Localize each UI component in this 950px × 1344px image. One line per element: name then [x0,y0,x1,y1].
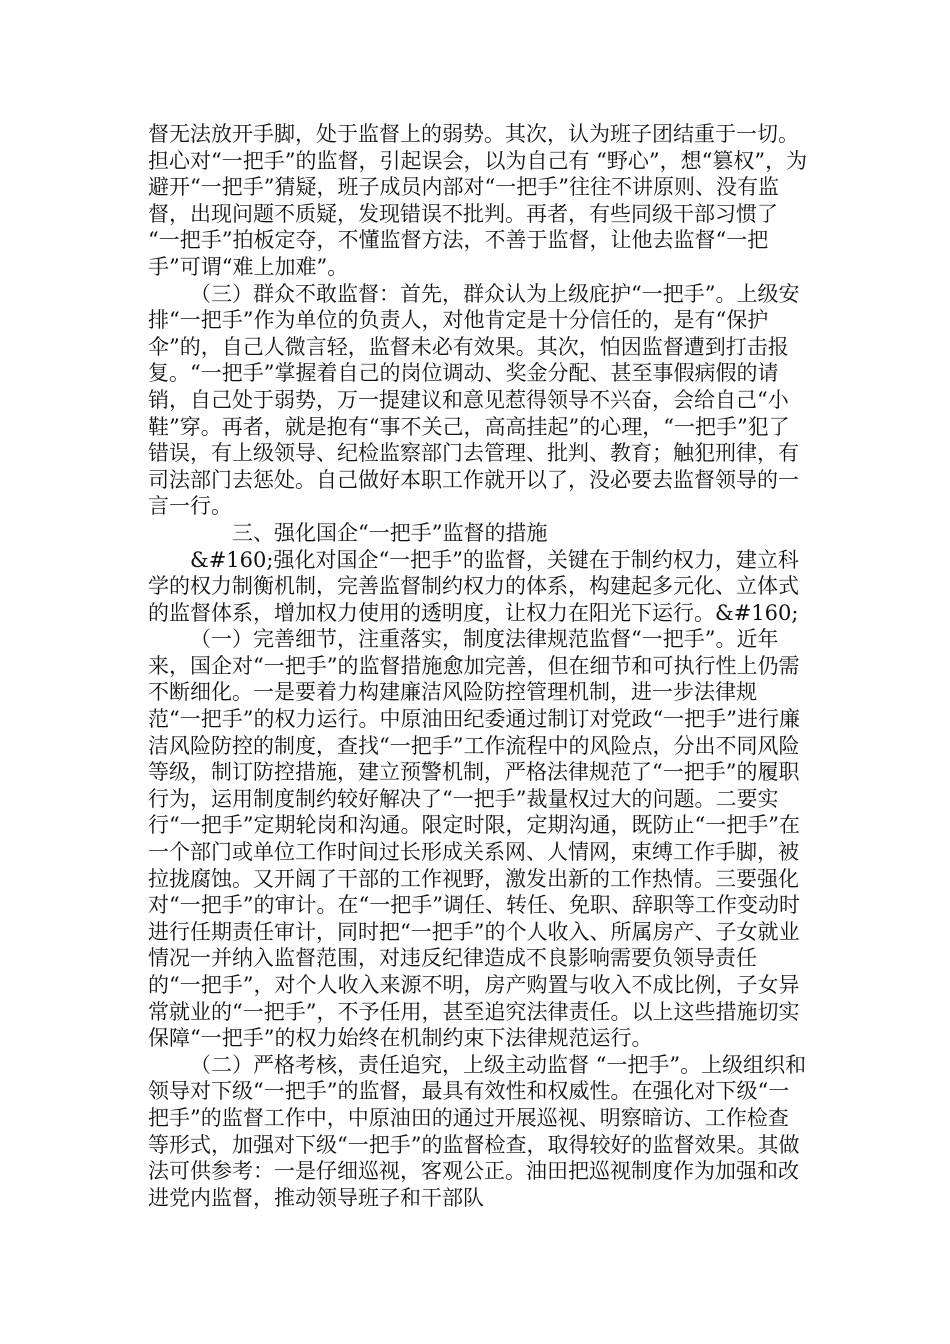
paragraph-masses-supervision: （三）群众不敢监督：首先，群众认为上级庇护“一把手”。上级安排“一把手”作为单位的负责人，对他肯定是十分信任的，是有“保护伞”的，自己人微言轻，监督未必有效果。其次，怕因监督遭到打击报复。“一把手”掌握着自己的岗位调动、奖金分配、甚至事假病假的请销，自己处于弱势，万一提建议和意见惹得领导不兴奋，会给自己“小鞋”穿。再者，就是抱有“事不关己，高高挂起”的心理，“一把手”犯了错误，有上级领导、纪检监察部门去管理、批判、教育；触犯刑律，有司法部门去惩处。自己做好本职工作就开以了，没必要去监督领导的一言一行。 [148,281,800,519]
document-page [148,121,808,1211]
paragraph-measure-two: （二）严格考核，责任追究，上级主动监督 “一把手”。上级组织和领导对下级“一把手”的监督，最具有效性和权威性。在强化对下级“一把手”的监督工作中，中原油田的通过开展巡视、明察暗访、工作检查等形式，加强对下级“一把手”的监督检查，取得较好的监督效果。其做法可供参考：一是仔细巡视，客观公正。油田把巡视制度作为加强和改进党内监督，推动领导班子和干部队 [148,1052,807,1210]
paragraph-measures-intro: &#160;强化对国企“一把手”的监督，关键在于制约权力，建立科学的权力制衡机制，完善监督制约权力的体系，构建起多元化、立体式的监督体系，增加权力使用的透明度，让权力在阳光下运行。&#160; [148,547,799,625]
paragraph-continuation: 督无法放开手脚，处于监督上的弱势。其次，认为班子团结重于一切。担心对“一把手”的监督，引起误会，以为自己有 “野心”，想“篡权”，为避开“一把手”猜疑，班子成员内部对“一把手”往往不讲原则、没有监督，出现问题不质疑，发现错误不批判。再者，有些同级干部习惯了 “一把手”拍板定夺，不懂监督方法，不善于监督，让他去监督“一把手”可谓“难上加难”。 [148,122,808,279]
section-heading-measures: 三、强化国企“一把手”监督的措施 [232,520,548,545]
paragraph-measure-one: （一）完善细节，注重落实，制度法律规范监督“一把手”。近年来，国企对“一把手”的监督措施愈加完善，但在细节和可执行性上仍需不断细化。一是要着力构建廉洁风险防控管理机制，进一步法律规范“一把手”的权力运行。中原油田纪委通过制订对党政“一把手”进行廉洁风险防控的制度，查找“一把手”工作流程中的风险点，分出不同风险等级，制订防控措施，建立预警机制，严格法律规范了“一把手”的履职行为，运用制度制约较好解决了“一把手”裁量权过大的问题。二要实行“一把手”定期轮岗和沟通。限定时限，定期沟通，既防止“一把手”在一个部门或单位工作时间过长形成关系网、人情网，束缚工作手脚，被拉拢腐蚀。又开阔了干部的工作视野，激发出新的工作热情。三要强化对“一把手”的审计。在“一把手”调任、转任、免职、辞职等工作变动时进行任期责任审计，同时把“一把手”的个人收入、所属房产、子女就业情况一并纳入监督范围，对违反纪律造成不良影响需要负领导责任的“一把手”，对个人收入来源不明，房产购置与收入不成比例，子女异常就业的“一把手”，不予任用，甚至追究法律责任。以上这些措施切实保障“一把手”的权力始终在机制约束下法律规范运行。 [148,627,800,1051]
